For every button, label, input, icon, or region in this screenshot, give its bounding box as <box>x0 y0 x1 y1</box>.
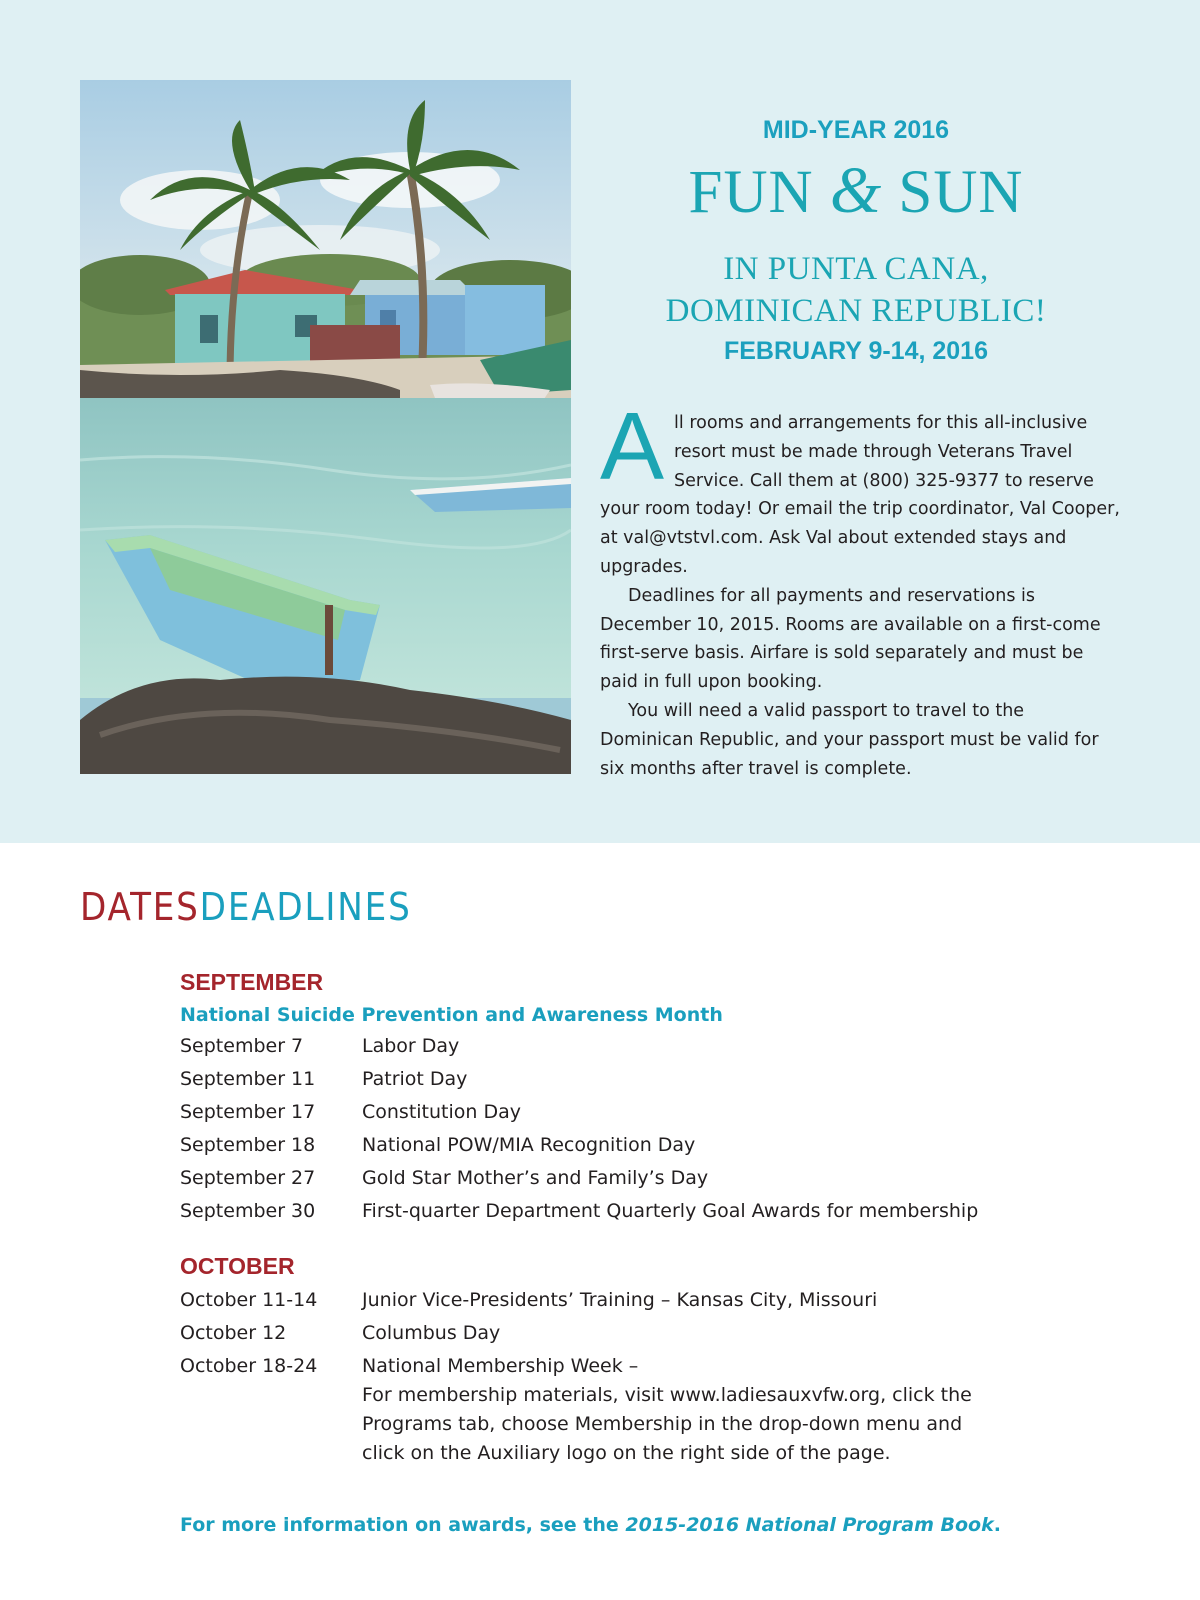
event-description: Patriot Day <box>362 1068 468 1090</box>
event-dates: FEBRUARY 9-14, 2016 <box>723 337 988 365</box>
event-description: Columbus Day <box>362 1322 501 1344</box>
event-location <box>600 248 1112 332</box>
event-date: September 11 <box>180 1068 316 1090</box>
description-paragraph-1: ll rooms and arrangements for this all-inclusive resort must be made through Veterans Travel Service. Call them at (800) 325-9377 to reserve your room today! Or email the trip coordinator, Val Cooper, at val@vtstvl.com. Ask Val about extended stays and upgrades. <box>600 413 1120 577</box>
event-date: October 18-24 <box>180 1355 318 1377</box>
event-description <box>362 1352 1140 1468</box>
event-row <box>180 1162 1140 1195</box>
event-date: September 30 <box>180 1200 316 1222</box>
event-row-membership-week <box>180 1350 1140 1468</box>
event-description <box>600 393 1120 783</box>
footnote-suffix: . <box>993 1514 1001 1536</box>
location-line-1: IN PUNTA CANA, <box>723 251 989 287</box>
harbor-illustration <box>80 80 571 774</box>
event-date: September 7 <box>180 1035 304 1057</box>
location-line-2: DOMINICAN REPUBLIC! <box>665 293 1047 329</box>
description-paragraph-2: Deadlines for all payments and reservations is December 10, 2015. Rooms are available on a first-come first-serve basis. Airfare is sold separately and must be paid in full upon booking. <box>600 585 1101 693</box>
september-observance: National Suicide Prevention and Awareness Month <box>180 1004 723 1026</box>
event-row <box>180 1129 1140 1162</box>
event-row <box>180 1063 1140 1096</box>
section-title <box>80 885 412 929</box>
event-description: National POW/MIA Recognition Day <box>362 1134 696 1156</box>
event-row <box>180 1284 1140 1317</box>
footnote-prefix: For more information on awards, see the <box>180 1514 626 1536</box>
event-description: Labor Day <box>362 1035 460 1057</box>
section-title-deadlines: DEADLINES <box>199 885 412 929</box>
event-row <box>180 1317 1140 1350</box>
event-row <box>180 1030 1140 1063</box>
membership-line-2: For membership materials, visit www.ladiesauxvfw.org, click the <box>362 1384 972 1406</box>
event-date: September 18 <box>180 1134 316 1156</box>
event-headline <box>600 154 1112 227</box>
event-date: October 11-14 <box>180 1289 318 1311</box>
headline-fun: FUN <box>688 159 814 226</box>
month-spacer <box>180 1228 1140 1252</box>
punta-cana-photo <box>80 80 571 774</box>
event-date: September 17 <box>180 1101 316 1123</box>
event-date: September 27 <box>180 1167 316 1189</box>
headline-sun: SUN <box>898 159 1024 226</box>
event-kicker: MID-YEAR 2016 <box>762 116 950 144</box>
month-heading-october: OCTOBER <box>180 1253 295 1279</box>
events-list <box>180 968 1140 1468</box>
event-description: Gold Star Mother’s and Family’s Day <box>362 1167 709 1189</box>
event-row <box>180 1096 1140 1129</box>
event-description: Junior Vice-Presidents’ Training – Kansas City, Missouri <box>362 1289 878 1311</box>
membership-line-3: Programs tab, choose Membership in the drop-down menu and <box>362 1413 963 1435</box>
membership-line-4: click on the Auxiliary logo on the right side of the page. <box>362 1442 891 1464</box>
section-title-dates: DATES <box>80 885 200 929</box>
membership-line-1: National Membership Week – <box>362 1355 639 1377</box>
awards-footnote <box>180 1514 1001 1536</box>
event-description: Constitution Day <box>362 1101 522 1123</box>
event-description: First-quarter Department Quarterly Goal Awards for membership <box>362 1200 979 1222</box>
drop-cap: A <box>600 393 665 500</box>
event-row <box>180 1195 1140 1228</box>
program-book-title: 2015-2016 National Program Book <box>625 1514 994 1536</box>
event-date: October 12 <box>180 1322 287 1344</box>
month-heading-september: SEPTEMBER <box>180 969 324 995</box>
headline-ampersand: & <box>829 154 883 227</box>
description-paragraph-3: You will need a valid passport to travel to the Dominican Republic, and your passport must be valid for six months after travel is complete. <box>600 700 1099 779</box>
